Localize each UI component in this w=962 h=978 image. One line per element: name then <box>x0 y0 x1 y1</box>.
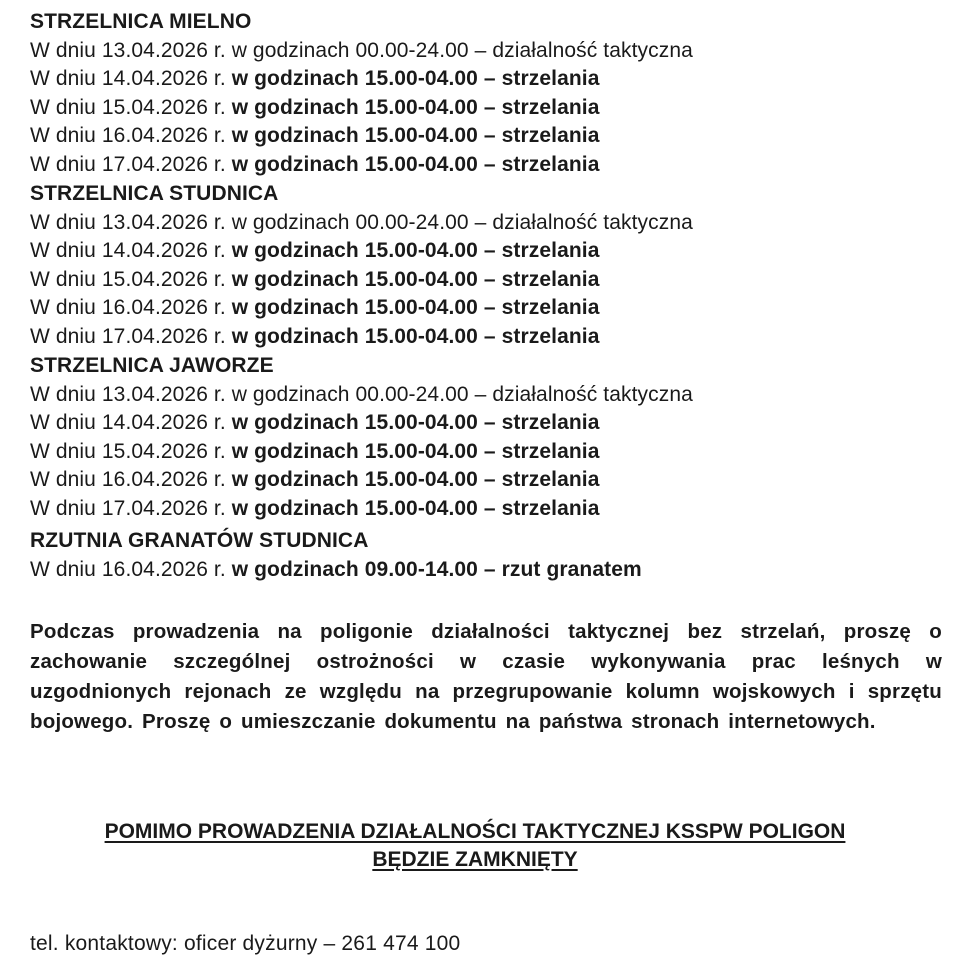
schedule-row <box>30 65 930 94</box>
row-date: W dniu 16.04.2026 r. <box>30 124 232 148</box>
schedule-row <box>30 294 930 323</box>
row-date: W dniu 15.04.2026 r. <box>30 267 232 291</box>
row-date: W dniu 15.04.2026 r. <box>30 439 232 463</box>
schedule-row <box>30 37 930 66</box>
row-date: W dniu 14.04.2026 r. <box>30 239 232 263</box>
row-bold-text: w godzinach 15.00-04.00 – strzelania <box>231 67 600 91</box>
schedule-row <box>30 209 930 238</box>
row-bold-text: w godzinach 15.00-04.00 – strzelania <box>231 296 600 320</box>
schedule-row <box>30 495 930 524</box>
section-title: STRZELNICA MIELNO <box>30 10 252 33</box>
section-rzutnia-granatow-studnica <box>30 527 930 584</box>
row-date: W dniu 17.04.2026 r. <box>30 152 232 176</box>
row-bold-text: w godzinach 15.00-04.00 – strzelania <box>231 239 600 263</box>
row-bold-text: w godzinach 15.00-04.00 – strzelania <box>231 468 600 492</box>
row-bold-text: w godzinach 15.00-04.00 – strzelania <box>231 324 600 348</box>
schedule-row <box>30 409 930 438</box>
row-date: W dniu 13.04.2026 r. <box>30 210 232 234</box>
row-regular-text: w godzinach 00.00-24.00 – działalność taktyczna <box>231 382 693 406</box>
row-date: W dniu 17.04.2026 r. <box>30 324 232 348</box>
row-date: W dniu 13.04.2026 r. <box>30 38 232 62</box>
row-date: W dniu 16.04.2026 r. <box>30 557 232 581</box>
section-title: STRZELNICA JAWORZE <box>30 354 274 377</box>
schedule-row <box>30 381 930 410</box>
row-bold-text: w godzinach 15.00-04.00 – strzelania <box>231 95 600 119</box>
closure-line-2: BĘDZIE ZAMKNIĘTY <box>372 848 578 871</box>
schedule-row <box>30 94 930 123</box>
row-date: W dniu 14.04.2026 r. <box>30 67 232 91</box>
schedule-row <box>30 466 930 495</box>
row-regular-text: w godzinach 00.00-24.00 – działalność taktyczna <box>231 210 693 234</box>
row-regular-text: w godzinach 00.00-24.00 – działalność taktyczna <box>231 38 693 62</box>
row-date: W dniu 16.04.2026 r. <box>30 296 232 320</box>
closure-statement <box>0 818 962 874</box>
row-bold-text: w godzinach 15.00-04.00 – strzelania <box>231 124 600 148</box>
schedule-row <box>30 323 930 352</box>
row-bold-text: w godzinach 09.00-14.00 – rzut granatem <box>231 557 642 581</box>
safety-notice-paragraph: Podczas prowadzenia na poligonie działalności taktycznej bez strzelań, proszę o zachowanie szczególnej ostrożności w czasie wykonywania prac leśnych w uzgodnionych rejonach ze względu na przegrupowanie kolumn wojskowych i sprzętu bojowego. Proszę o umieszczanie dokumentu na państwa stronach internetowych. <box>30 620 942 733</box>
section-strzelnica-mielno <box>30 8 930 180</box>
section-title: STRZELNICA STUDNICA <box>30 182 279 205</box>
schedule-row <box>30 438 930 467</box>
row-date: W dniu 13.04.2026 r. <box>30 382 232 406</box>
contact-phone: tel. kontaktowy: oficer dyżurny – 261 474 100 <box>30 932 461 955</box>
row-date: W dniu 17.04.2026 r. <box>30 496 232 520</box>
row-date: W dniu 16.04.2026 r. <box>30 468 232 492</box>
section-strzelnica-jaworze <box>30 352 930 524</box>
row-bold-text: w godzinach 15.00-04.00 – strzelania <box>231 439 600 463</box>
section-strzelnica-studnica <box>30 180 930 352</box>
row-bold-text: w godzinach 15.00-04.00 – strzelania <box>231 496 600 520</box>
row-bold-text: w godzinach 15.00-04.00 – strzelania <box>231 411 600 435</box>
row-date: W dniu 15.04.2026 r. <box>30 95 232 119</box>
schedule-row <box>30 266 930 295</box>
schedule-row <box>30 237 930 266</box>
schedule-row <box>30 151 930 180</box>
row-bold-text: w godzinach 15.00-04.00 – strzelania <box>231 267 600 291</box>
section-title: RZUTNIA GRANATÓW STUDNICA <box>30 529 369 552</box>
schedule-row <box>30 122 930 151</box>
schedule-row <box>30 556 930 585</box>
row-date: W dniu 14.04.2026 r. <box>30 411 232 435</box>
closure-line-1: POMIMO PROWADZENIA DZIAŁALNOŚCI TAKTYCZNEJ KSSPW POLIGON <box>104 820 846 843</box>
row-bold-text: w godzinach 15.00-04.00 – strzelania <box>231 152 600 176</box>
